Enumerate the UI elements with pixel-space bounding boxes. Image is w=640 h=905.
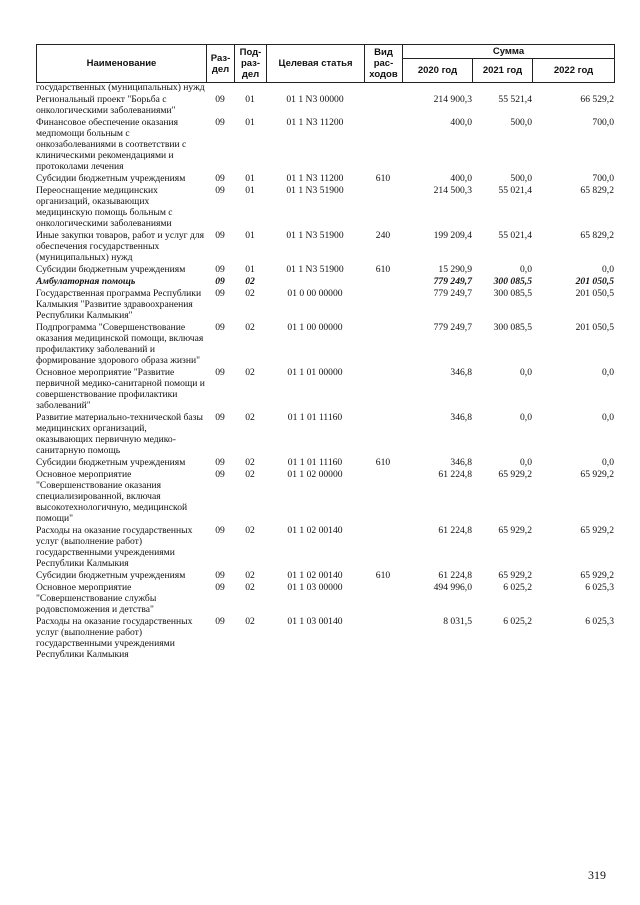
row-sum-2022: 65 829,2: [580, 230, 614, 241]
row-sum-2021: 65 929,2: [498, 469, 532, 480]
row-sum-2020: 346,8: [450, 457, 472, 468]
row-sum-2021: [472, 82, 532, 94]
row-target: 01 1 00 00000: [287, 322, 343, 333]
table-row: [36, 525, 614, 570]
row-sum-2022: 6 025,3: [585, 616, 614, 627]
row-sum-2020: 8 031,5: [443, 616, 472, 627]
row-name: Финансовое обеспечение оказания медпомощи больным с онкозаболеваниями в соответствии с клиническими рекомендациями и протоколами лечения: [36, 117, 187, 172]
row-razdel: 09: [215, 185, 225, 196]
row-vid: 610: [375, 173, 391, 184]
row-podrazdel: 01: [245, 264, 255, 275]
row-sum-2022: [532, 82, 614, 94]
table-header: [36, 44, 615, 83]
table-row: [36, 94, 614, 117]
row-target: 01 1 N3 51900: [286, 185, 344, 196]
row-name: Расходы на оказание государственных услуг (выполнение работ) государственными учреждениями Республики Калмыкия: [36, 525, 193, 569]
row-name: Расходы на оказание государственных услуг (выполнение работ) государственными учреждениями Республики Калмыкия: [36, 616, 193, 660]
header-vid: Вид рас-ходов: [365, 45, 403, 83]
row-podrazdel: 02: [245, 616, 255, 627]
row-podrazdel: 02: [245, 570, 255, 581]
row-sum-2020: 346,8: [450, 412, 472, 423]
row-target: 01 1 N3 51900: [286, 264, 344, 275]
row-sum-2022: 201 050,5: [575, 276, 614, 287]
row-sum-2020: 494 996,0: [433, 582, 472, 593]
row-razdel: 09: [215, 412, 225, 423]
row-vid: [364, 525, 402, 570]
table-row: [36, 457, 614, 469]
row-sum-2021: 65 929,2: [498, 525, 532, 536]
row-razdel: 09: [215, 616, 225, 627]
row-podrazdel: 02: [245, 367, 255, 378]
row-razdel: 09: [215, 117, 225, 128]
row-target: 01 1 03 00140: [287, 616, 343, 627]
row-sum-2021: 55 521,4: [498, 94, 532, 105]
row-razdel: 09: [215, 525, 225, 536]
row-sum-2021: 55 021,4: [498, 185, 532, 196]
row-name: Амбулаторная помощь: [36, 276, 136, 287]
row-sum-2022: 700,0: [592, 117, 614, 128]
row-sum-2022: 65 929,2: [580, 469, 614, 480]
row-sum-2020: 214 500,3: [433, 185, 472, 196]
row-podrazdel: 02: [245, 525, 255, 536]
row-vid: [364, 276, 402, 288]
row-name: Субсидии бюджетным учреждениям: [36, 570, 186, 581]
row-razdel: 09: [215, 582, 225, 593]
row-podrazdel: 02: [245, 582, 255, 593]
row-sum-2021: 6 025,2: [503, 582, 532, 593]
row-target: 01 1 02 00140: [287, 570, 343, 581]
page-number: 319: [588, 868, 606, 882]
row-sum-2020: 400,0: [450, 173, 472, 184]
header-razdel: Раз-дел: [207, 45, 235, 83]
row-razdel: 09: [215, 173, 225, 184]
row-podrazdel: 02: [245, 322, 255, 333]
row-podrazdel: 01: [245, 94, 255, 105]
row-podrazdel: 01: [245, 173, 255, 184]
row-razdel: 09: [215, 230, 225, 241]
row-razdel: 09: [215, 276, 225, 287]
table-row: [36, 412, 614, 457]
row-sum-2022: 201 050,5: [575, 322, 614, 333]
row-target: 01 1 03 00000: [287, 582, 343, 593]
row-sum-2020: 779 249,7: [433, 288, 472, 299]
row-sum-2022: 0,0: [602, 264, 614, 275]
row-vid: 610: [375, 570, 391, 581]
row-vid: [364, 367, 402, 412]
table-row: [36, 469, 614, 525]
row-sum-2020: 400,0: [450, 117, 472, 128]
row-target: 01 1 01 00000: [287, 367, 343, 378]
row-sum-2020: 779 249,7: [433, 322, 472, 333]
row-target: 01 1 N3 11200: [286, 173, 344, 184]
row-vid: [364, 185, 402, 230]
row-podrazdel: [234, 82, 266, 94]
row-name: Переоснащение медицинских организаций, оказывающих медицинскую помощь больным с онкологическими заболеваниями: [36, 185, 173, 229]
table-row: [36, 264, 614, 276]
row-target: 01 1 N3 11200: [286, 117, 344, 128]
row-razdel: 09: [215, 570, 225, 581]
row-sum-2020: 15 290,9: [438, 264, 472, 275]
row-name: Региональный проект "Борьба с онкологическими заболеваниями": [36, 94, 176, 116]
table-row: [36, 582, 614, 616]
row-razdel: 09: [215, 288, 225, 299]
table-row: [36, 82, 614, 94]
row-vid: [364, 616, 402, 661]
row-name: Государственная программа Республики Калмыкия "Развитие здравоохранения Республики Калмыкия": [36, 288, 202, 321]
row-target: 01 0 00 00000: [287, 288, 343, 299]
row-name: Иные закупки товаров, работ и услуг для обеспечения государственных (муниципальных) нужд: [36, 230, 205, 263]
header-target: Целевая статья: [267, 45, 365, 83]
row-sum-2020: 61 224,8: [438, 570, 472, 581]
row-vid: [364, 94, 402, 117]
table-row: [36, 367, 614, 412]
row-sum-2020: 199 209,4: [433, 230, 472, 241]
table-row: [36, 322, 614, 367]
row-sum-2021: 0,0: [520, 367, 532, 378]
row-sum-2022: 201 050,5: [575, 288, 614, 299]
row-podrazdel: 02: [245, 412, 255, 423]
row-vid: [364, 469, 402, 525]
row-sum-2022: 66 529,2: [580, 94, 614, 105]
row-sum-2022: 0,0: [602, 412, 614, 423]
row-vid: [364, 412, 402, 457]
row-vid: [364, 322, 402, 367]
row-name: Субсидии бюджетным учреждениям: [36, 173, 186, 184]
budget-table: [36, 82, 614, 661]
row-target: [266, 82, 364, 94]
row-vid: [364, 582, 402, 616]
row-target: 01 1 01 11160: [287, 412, 343, 423]
row-name: Подпрограмма "Совершенствование оказания медицинской помощи, включая профилактику заболеваний и формирование здорового образа жизни": [36, 322, 204, 366]
row-razdel: 09: [215, 367, 225, 378]
table-row: [36, 288, 614, 322]
row-sum-2022: 0,0: [602, 457, 614, 468]
table-row: [36, 616, 614, 661]
header-2021: 2021 год: [473, 59, 533, 83]
row-target: 01 1 N3 00000: [286, 94, 344, 105]
table-row: [36, 276, 614, 288]
row-target: 01 1 N3 51900: [286, 230, 344, 241]
row-podrazdel: 02: [245, 457, 255, 468]
row-vid: 610: [375, 264, 391, 275]
row-target: [266, 276, 364, 288]
row-sum-2021: 500,0: [510, 173, 532, 184]
row-target: 01 1 01 11160: [287, 457, 343, 468]
header-name: Наименование: [37, 45, 207, 83]
row-podrazdel: 01: [245, 117, 255, 128]
row-name: Развитие материально-технической базы медицинских организаций, оказывающих первичную медико-санитарную помощь: [36, 412, 203, 456]
table-row: [36, 173, 614, 185]
row-sum-2021: 0,0: [520, 264, 532, 275]
row-razdel: [206, 82, 234, 94]
header-podrazdel: Под-раз-дел: [235, 45, 267, 83]
row-name: Субсидии бюджетным учреждениям: [36, 457, 186, 468]
row-name: Основное мероприятие "Совершенствование службы родовспоможения и детства": [36, 582, 157, 615]
row-sum-2021: 65 929,2: [498, 570, 532, 581]
row-razdel: 09: [215, 94, 225, 105]
row-vid: [364, 82, 402, 94]
row-podrazdel: 02: [245, 469, 255, 480]
row-vid: [364, 288, 402, 322]
row-sum-2020: 214 900,3: [433, 94, 472, 105]
row-sum-2021: 0,0: [520, 457, 532, 468]
row-sum-2022: 0,0: [602, 367, 614, 378]
row-target: 01 1 02 00000: [287, 469, 343, 480]
row-sum-2021: 0,0: [520, 412, 532, 423]
header-2022: 2022 год: [533, 59, 615, 83]
row-podrazdel: 02: [245, 288, 255, 299]
row-vid: 240: [375, 230, 391, 241]
row-sum-2020: 61 224,8: [438, 469, 472, 480]
header-2020: 2020 год: [403, 59, 473, 83]
row-sum-2020: 779 249,7: [433, 276, 472, 287]
row-sum-2021: 500,0: [510, 117, 532, 128]
row-sum-2021: 300 085,5: [493, 276, 532, 287]
row-razdel: 09: [215, 469, 225, 480]
row-name: государственных (муниципальных) нужд: [36, 82, 205, 93]
row-sum-2021: 6 025,2: [503, 616, 532, 627]
table-row: [36, 230, 614, 264]
row-sum-2022: 700,0: [592, 173, 614, 184]
row-sum-2020: 61 224,8: [438, 525, 472, 536]
row-name: Основное мероприятие "Развитие первичной медико-санитарной помощи и совершенствование профилактики заболеваний": [36, 367, 205, 411]
row-razdel: 09: [215, 322, 225, 333]
row-name: Основное мероприятие "Совершенствование оказания специализированной, включая высокотехнологичную, медицинской помощи": [36, 469, 188, 524]
row-sum-2022: 65 829,2: [580, 185, 614, 196]
row-vid: 610: [375, 457, 391, 468]
row-sum-2021: 55 021,4: [498, 230, 532, 241]
row-razdel: 09: [215, 264, 225, 275]
table-row: [36, 570, 614, 582]
row-podrazdel: 01: [245, 185, 255, 196]
row-sum-2021: 300 085,5: [493, 288, 532, 299]
table-row: [36, 117, 614, 173]
row-target: 01 1 02 00140: [287, 525, 343, 536]
row-sum-2020: 346,8: [450, 367, 472, 378]
table-row: [36, 185, 614, 230]
row-name: Субсидии бюджетным учреждениям: [36, 264, 186, 275]
row-sum-2022: 6 025,3: [585, 582, 614, 593]
row-podrazdel: 02: [245, 276, 255, 287]
row-razdel: 09: [215, 457, 225, 468]
row-sum-2022: 65 929,2: [580, 525, 614, 536]
row-vid: [364, 117, 402, 173]
row-sum-2020: [402, 82, 472, 94]
row-podrazdel: 01: [245, 230, 255, 241]
header-sum: Сумма: [403, 45, 615, 59]
table-body: [36, 82, 614, 661]
row-sum-2021: 300 085,5: [493, 322, 532, 333]
row-sum-2022: 65 929,2: [580, 570, 614, 581]
